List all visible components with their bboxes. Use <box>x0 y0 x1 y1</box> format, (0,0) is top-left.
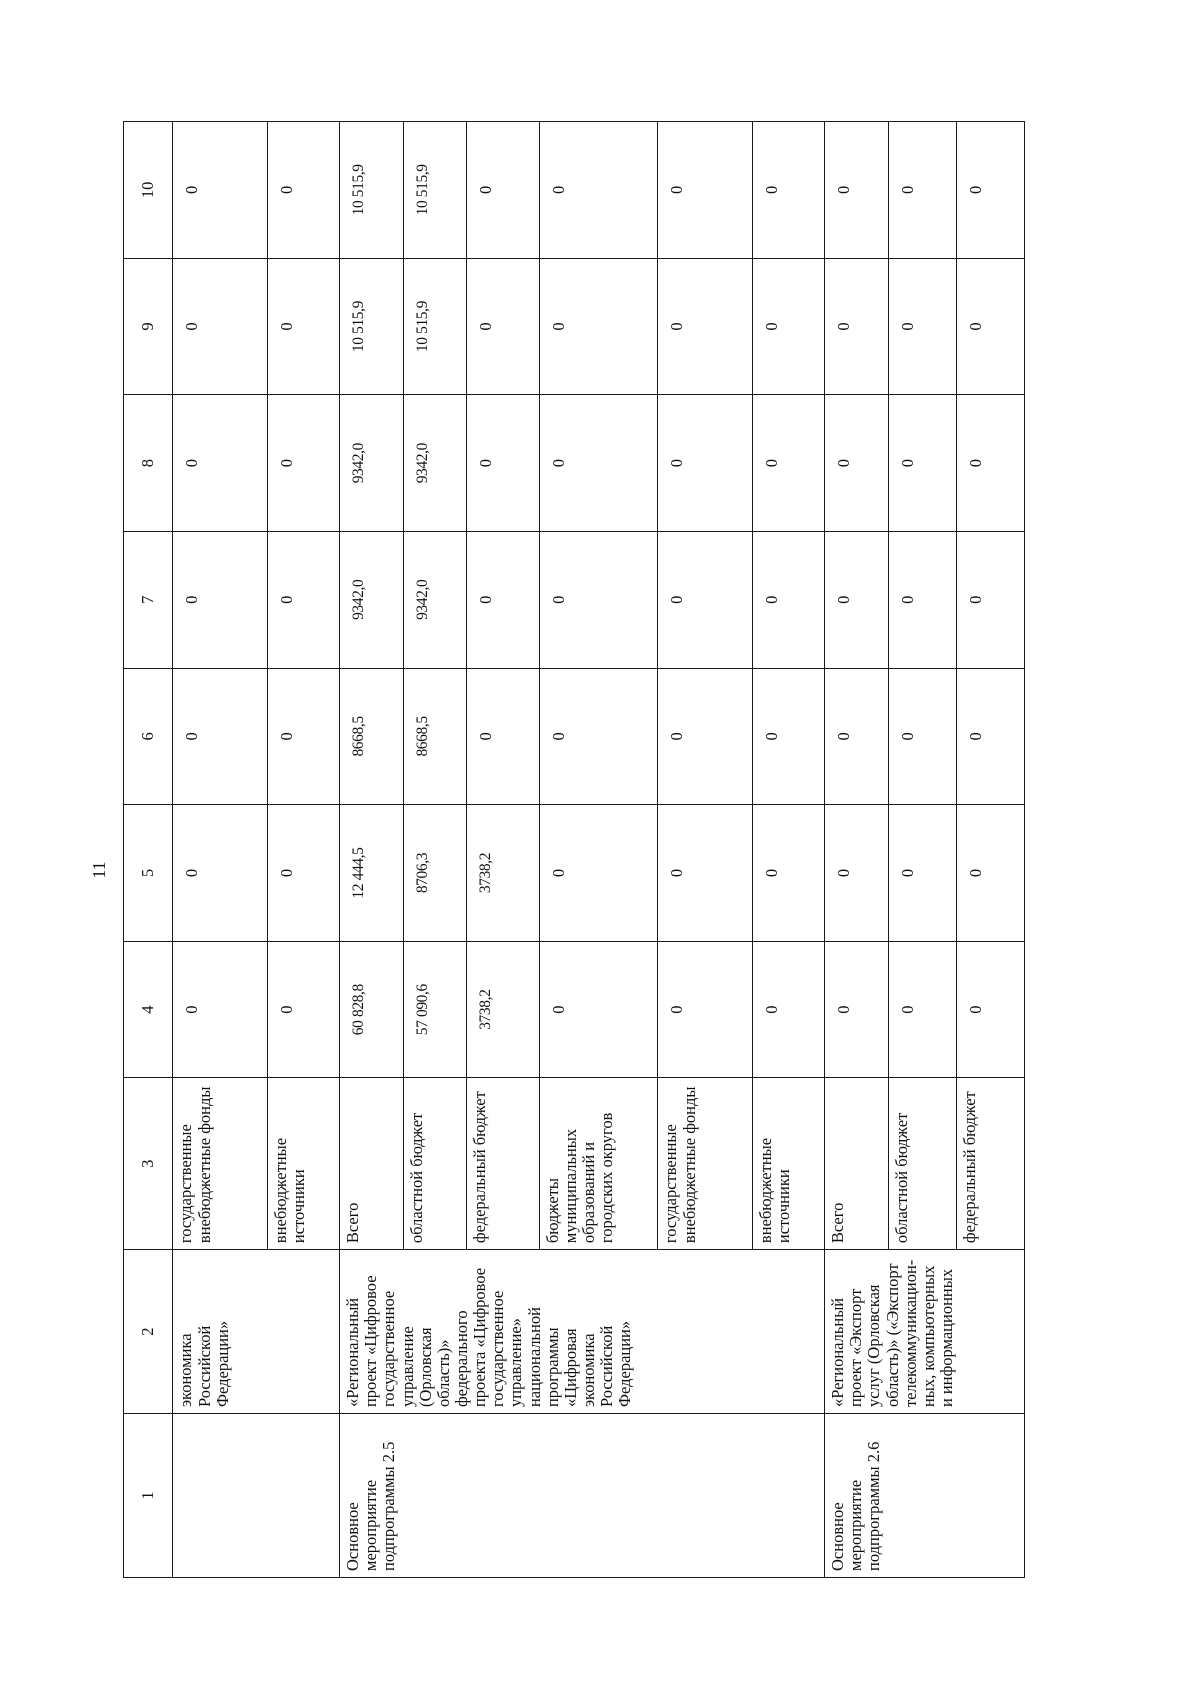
table-row <box>825 122 889 1578</box>
header-cell: 1 <box>124 1414 173 1578</box>
value-cell: 0 <box>825 531 889 668</box>
source-cell: Всего <box>825 1078 889 1250</box>
value-cell: 0 <box>658 941 752 1078</box>
value-cell: 0 <box>888 805 956 942</box>
header-cell: 6 <box>124 668 173 805</box>
header-cell: 3 <box>124 1078 173 1250</box>
value-cell: 8668,5 <box>403 668 467 805</box>
value-cell: 0 <box>658 122 752 259</box>
project-cell: экономика Российской Федерации» <box>173 1250 340 1414</box>
header-cell: 5 <box>124 805 173 942</box>
value-cell: 9342,0 <box>340 395 404 532</box>
value-cell: 0 <box>173 668 267 805</box>
value-cell: 0 <box>539 122 658 259</box>
source-cell: Всего <box>340 1078 404 1250</box>
value-cell: 60 828,8 <box>340 941 404 1078</box>
value-cell: 0 <box>888 395 956 532</box>
value-cell: 0 <box>173 531 267 668</box>
value-cell: 0 <box>825 395 889 532</box>
value-cell: 0 <box>752 395 824 532</box>
value-cell: 0 <box>267 941 339 1078</box>
value-cell: 0 <box>539 395 658 532</box>
source-cell: внебюджетные источники <box>267 1078 339 1250</box>
event-cell: Основное мероприятие подпрограммы 2.5 <box>340 1414 825 1578</box>
value-cell: 0 <box>888 941 956 1078</box>
value-cell: 0 <box>173 805 267 942</box>
value-cell: 10 515,9 <box>403 258 467 395</box>
value-cell: 0 <box>956 941 1024 1078</box>
value-cell: 0 <box>539 531 658 668</box>
source-cell: федеральный бюджет <box>956 1078 1024 1250</box>
header-cell: 10 <box>124 122 173 259</box>
project-cell: «Региональный проект «Экспорт услуг (Орловская область)» («Экспорт телекоммуникацион-ных, компьютерных и информационных <box>825 1250 1025 1414</box>
header-cell: 2 <box>124 1250 173 1414</box>
source-cell: бюджеты муниципальных образований и городских округов <box>539 1078 658 1250</box>
header-cell: 9 <box>124 258 173 395</box>
event-cell: Основное мероприятие подпрограммы 2.6 <box>825 1414 1025 1578</box>
project-cell: «Региональный проект «Цифровое государственное управление (Орловская область)» федерального проекта «Цифровое государственное управление» национальной программы «Цифровая экономика Российской Федерации» <box>340 1250 825 1414</box>
value-cell: 10 515,9 <box>340 258 404 395</box>
header-row <box>124 122 173 1578</box>
value-cell: 0 <box>752 122 824 259</box>
value-cell: 0 <box>825 668 889 805</box>
value-cell: 0 <box>173 395 267 532</box>
value-cell: 0 <box>752 531 824 668</box>
value-cell: 0 <box>539 258 658 395</box>
value-cell: 0 <box>267 258 339 395</box>
value-cell: 0 <box>956 805 1024 942</box>
value-cell: 0 <box>888 122 956 259</box>
value-cell: 0 <box>539 805 658 942</box>
value-cell: 0 <box>956 531 1024 668</box>
value-cell: 0 <box>267 531 339 668</box>
value-cell: 0 <box>467 258 539 395</box>
rotated-table-container <box>123 121 1025 1578</box>
value-cell: 9342,0 <box>403 531 467 668</box>
value-cell: 0 <box>267 122 339 259</box>
value-cell: 12 444,5 <box>340 805 404 942</box>
source-cell: федеральный бюджет <box>467 1078 539 1250</box>
value-cell: 0 <box>467 122 539 259</box>
header-cell: 8 <box>124 395 173 532</box>
value-cell: 0 <box>888 258 956 395</box>
source-cell: областной бюджет <box>888 1078 956 1250</box>
value-cell: 0 <box>752 258 824 395</box>
source-cell: государственные внебюджетные фонды <box>173 1078 267 1250</box>
value-cell: 0 <box>956 122 1024 259</box>
value-cell: 9342,0 <box>403 395 467 532</box>
value-cell: 0 <box>956 395 1024 532</box>
value-cell: 0 <box>173 122 267 259</box>
value-cell: 0 <box>752 668 824 805</box>
value-cell: 0 <box>658 668 752 805</box>
value-cell: 0 <box>956 668 1024 805</box>
source-cell: областной бюджет <box>403 1078 467 1250</box>
event-cell <box>173 1414 340 1578</box>
value-cell: 0 <box>825 941 889 1078</box>
value-cell: 0 <box>267 395 339 532</box>
value-cell: 0 <box>752 941 824 1078</box>
value-cell: 0 <box>825 122 889 259</box>
value-cell: 3738,2 <box>467 941 539 1078</box>
table-row <box>173 122 267 1578</box>
source-cell: государственные внебюджетные фонды <box>658 1078 752 1250</box>
value-cell: 0 <box>539 668 658 805</box>
value-cell: 10 515,9 <box>340 122 404 259</box>
value-cell: 0 <box>658 531 752 668</box>
value-cell: 0 <box>467 395 539 532</box>
table-row <box>340 122 404 1578</box>
value-cell: 0 <box>888 531 956 668</box>
value-cell: 0 <box>467 531 539 668</box>
value-cell: 57 090,6 <box>403 941 467 1078</box>
value-cell: 0 <box>825 805 889 942</box>
value-cell: 0 <box>173 258 267 395</box>
value-cell: 8706,3 <box>403 805 467 942</box>
value-cell: 0 <box>888 668 956 805</box>
value-cell: 0 <box>658 258 752 395</box>
page-number: 11 <box>89 861 109 879</box>
value-cell: 10 515,9 <box>403 122 467 259</box>
budget-table <box>123 121 1025 1578</box>
value-cell: 0 <box>267 805 339 942</box>
value-cell: 0 <box>467 668 539 805</box>
value-cell: 0 <box>173 941 267 1078</box>
value-cell: 0 <box>752 805 824 942</box>
value-cell: 0 <box>825 258 889 395</box>
value-cell: 0 <box>956 258 1024 395</box>
value-cell: 3738,2 <box>467 805 539 942</box>
value-cell: 0 <box>267 668 339 805</box>
source-cell: внебюджетные источники <box>752 1078 824 1250</box>
value-cell: 8668,5 <box>340 668 404 805</box>
value-cell: 0 <box>658 805 752 942</box>
value-cell: 0 <box>539 941 658 1078</box>
value-cell: 9342,0 <box>340 531 404 668</box>
header-cell: 4 <box>124 941 173 1078</box>
value-cell: 0 <box>658 395 752 532</box>
header-cell: 7 <box>124 531 173 668</box>
